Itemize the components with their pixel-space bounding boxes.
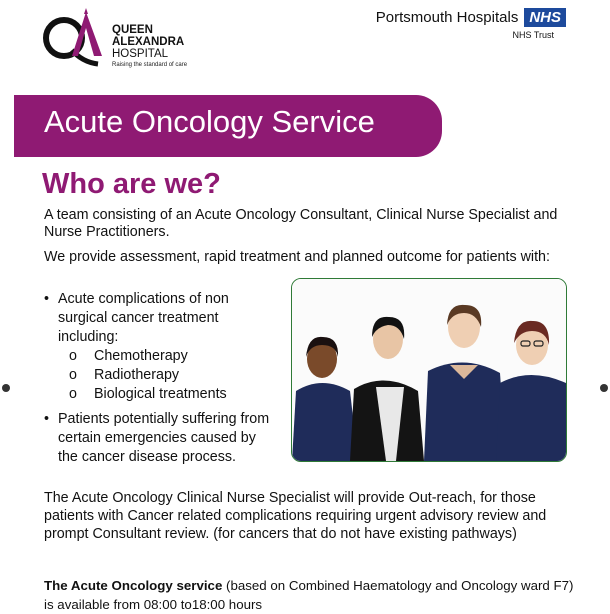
section-heading: Who are we? [42,168,221,200]
hospital-name-line: ALEXANDRA [112,36,185,48]
intro-paragraph: A team consisting of an Acute Oncology Consultant, Clinical Nurse Specialist and Nurse Practitioners. [44,207,558,240]
hospital-name [112,24,184,60]
emergencies-list [44,410,274,467]
title-banner [14,95,442,157]
team-photo [291,278,567,462]
sub-list-item: o Radiotherapy [44,366,274,385]
service-hours [44,576,604,614]
hospital-name-line: QUEEN [112,24,153,36]
sub-list-item: o Biological treatments [44,385,274,404]
sub-list-item: o Chemotherapy [44,347,274,366]
service-location: (based on Combined Haematology and Oncology ward F7) [222,578,574,593]
service-name: The Acute Oncology service [44,578,223,593]
trust-suffix: NHS Trust [512,30,554,40]
registration-mark [600,384,608,392]
trust-name: Portsmouth Hospitals [375,9,519,26]
nhs-logo: NHS [524,8,566,27]
registration-mark [2,384,10,392]
hospital-name-line: HOSPITAL [112,48,169,60]
list-item: • Patients potentially suffering from certain emergencies caused by the cancer disease process. [44,410,274,467]
service-availability: is available from 08:00 to18:00 hours [44,597,263,612]
hospital-tagline: Raising the standard of care [112,62,188,68]
qa-emblem-icon [42,6,108,68]
team-photo-illustration [292,279,566,461]
outreach-paragraph: The Acute Oncology Clinical Nurse Specialist will provide Out-reach, for those patients with Cancer related complications requiring urgent advisory review and prompt Consultant review. (for cancers that do not have existing pathways) [44,490,547,542]
trust-logo [376,8,566,40]
queen-alexandra-logo [42,6,212,68]
provide-paragraph: We provide assessment, rapid treatment and planned outcome for patients with: [44,249,550,265]
trust-name-row [376,8,566,27]
list-item: • Acute complications of non surgical cancer treatment including: [44,290,274,347]
complications-list [44,290,274,404]
banner-title: Acute Oncology Service [44,104,375,139]
